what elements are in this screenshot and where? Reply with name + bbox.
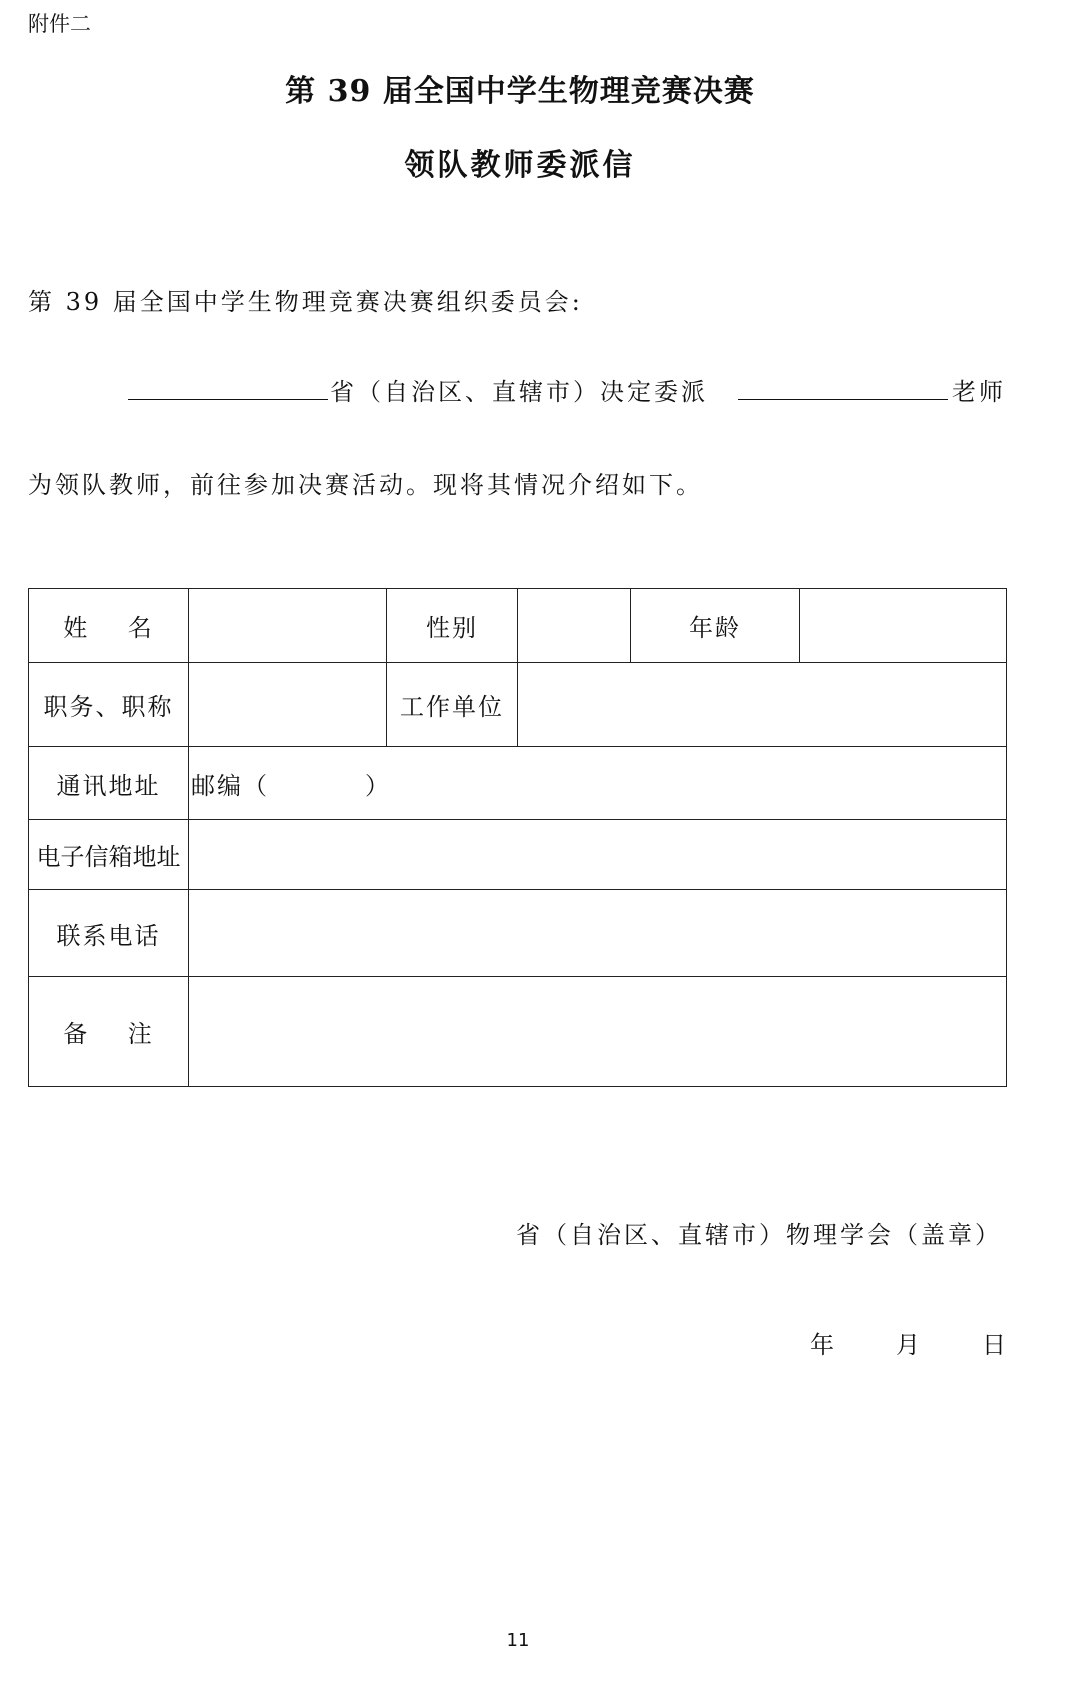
- dispatch-text: 省（自治区、直辖市）决定委派: [330, 378, 708, 406]
- email-cell[interactable]: [189, 820, 1007, 890]
- table-row: [29, 589, 1007, 663]
- date-day: 日: [982, 1331, 1006, 1359]
- remarks-cell[interactable]: [189, 977, 1007, 1087]
- gender-label: 性别: [387, 589, 518, 663]
- address-label: 通讯地址: [29, 747, 189, 820]
- dispatch-line: [0, 372, 1010, 412]
- age-label: 年龄: [631, 589, 800, 663]
- intro-text: 为领队教师，前往参加决赛活动。现将其情况介绍如下。: [28, 471, 703, 499]
- date-year: 年: [810, 1331, 834, 1359]
- workplace-cell[interactable]: [518, 663, 1007, 747]
- name-label: 姓 名: [29, 589, 189, 663]
- page-number: 11: [506, 1630, 530, 1651]
- seal-line: 省（自治区、直辖市）物理学会（盖章）: [516, 1221, 1002, 1249]
- workplace-label: 工作单位: [387, 663, 518, 747]
- age-cell[interactable]: [800, 589, 1007, 663]
- table-row: [29, 820, 1007, 890]
- attachment-label: 附件二: [28, 12, 91, 36]
- position-label: 职务、职称: [29, 663, 189, 747]
- table-row: [29, 747, 1007, 820]
- name-cell[interactable]: [189, 589, 387, 663]
- teacher-name-blank[interactable]: [738, 399, 948, 400]
- phone-label: 联系电话: [29, 890, 189, 977]
- position-cell[interactable]: [189, 663, 387, 747]
- teacher-info-table: [28, 588, 1007, 1087]
- table-row: [29, 890, 1007, 977]
- address-cell[interactable]: [189, 747, 1007, 820]
- teacher-suffix: 老师: [952, 378, 1006, 406]
- document-subtitle: 领队教师委派信: [404, 148, 636, 183]
- postal-code-open: 邮编（: [191, 771, 269, 800]
- document-title: 第 39 届全国中学生物理竞赛决赛: [285, 74, 755, 109]
- gender-cell[interactable]: [518, 589, 631, 663]
- remarks-label: 备 注: [29, 977, 189, 1087]
- phone-cell[interactable]: [189, 890, 1007, 977]
- table-row: [29, 977, 1007, 1087]
- salutation: 第 39 届全国中学生物理竞赛决赛组织委员会:: [28, 288, 583, 316]
- email-label: 电子信箱地址: [29, 820, 189, 890]
- date-month: 月: [896, 1331, 920, 1359]
- table-row: [29, 663, 1007, 747]
- postal-code-close: ）: [365, 771, 391, 800]
- province-blank[interactable]: [128, 399, 328, 400]
